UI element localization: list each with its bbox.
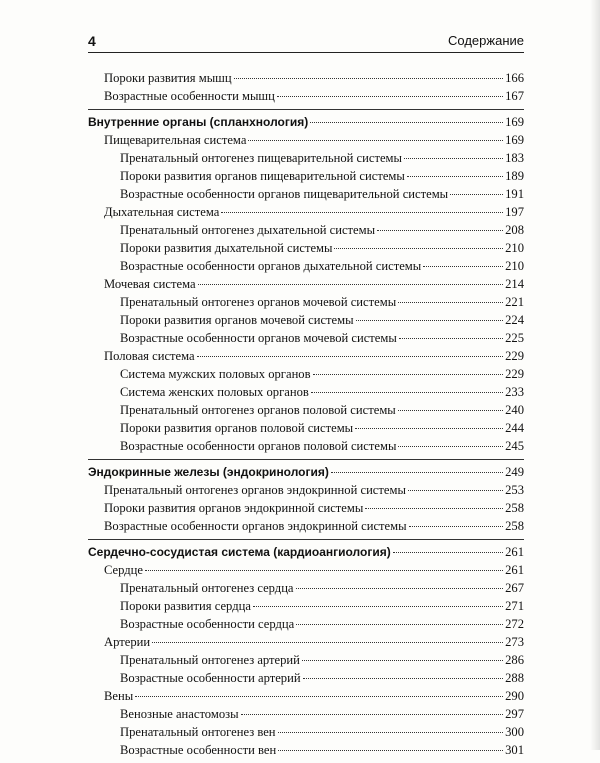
toc-entry-page: 233 [505, 385, 524, 399]
toc-entry-title: Сердце [104, 563, 144, 577]
toc-entry[interactable] [88, 437, 524, 455]
toc-entry-page: 240 [505, 403, 524, 417]
toc-entry[interactable] [88, 383, 524, 401]
toc-dot-leader [404, 157, 503, 159]
toc-dot-leader [145, 569, 503, 571]
toc-dot-leader [310, 121, 503, 123]
toc-section [88, 66, 524, 110]
toc-chapter-entry[interactable] [88, 543, 524, 561]
toc-entry-page: 288 [505, 671, 524, 685]
toc-dot-leader [277, 95, 503, 97]
toc-entry-page: 249 [505, 465, 524, 479]
toc-entry[interactable] [88, 499, 524, 517]
toc-dot-leader [253, 605, 503, 607]
toc-entry-page: 225 [505, 331, 524, 345]
toc-entry-page: 244 [505, 421, 524, 435]
toc-entry[interactable] [88, 347, 524, 365]
toc-entry[interactable] [88, 481, 524, 499]
toc-section [88, 540, 524, 763]
toc-entry-page: 261 [505, 545, 524, 559]
toc-entry[interactable] [88, 419, 524, 437]
toc-dot-leader [399, 337, 503, 339]
toc-entry[interactable] [88, 185, 524, 203]
toc-entry-page: 214 [505, 277, 524, 291]
toc-entry-title: Возрастные особенности органов половой системы [120, 439, 397, 453]
toc-entry-title: Пренатальный онтогенез органов эндокринной системы [104, 483, 406, 497]
toc-entry-title: Мочевая система [104, 277, 196, 291]
toc-entry-title: Пренатальный онтогенез вен [120, 725, 276, 739]
toc-entry-page: 221 [505, 295, 524, 309]
toc-dot-leader [365, 507, 503, 509]
toc-entry[interactable] [88, 293, 524, 311]
toc-entry-title: Пороки развития дыхательной системы [120, 241, 333, 255]
toc-entry-page: 210 [505, 241, 524, 255]
toc-entry-title: Система мужских половых органов [120, 367, 311, 381]
toc-entry-page: 261 [505, 563, 524, 577]
toc-entry-title: Пренатальный онтогенез органов мочевой системы [120, 295, 397, 309]
toc-dot-leader [398, 409, 503, 411]
toc-entry-title: Внутренние органы (спланхнология) [88, 115, 309, 129]
toc-dot-leader [221, 211, 503, 213]
section-title: Содержание [448, 33, 524, 48]
toc-entry-page: 300 [505, 725, 524, 739]
toc-entry-title: Вены [104, 689, 134, 703]
toc-entry[interactable] [88, 167, 524, 185]
toc-entry[interactable] [88, 149, 524, 167]
toc-entry-page: 229 [505, 367, 524, 381]
toc-entry-title: Пороки развития сердца [120, 599, 251, 613]
toc-entry[interactable] [88, 579, 524, 597]
toc-entry-title: Возрастные особенности сердца [120, 617, 295, 631]
toc-entry-page: 272 [505, 617, 524, 631]
toc-entry-title: Пороки развития органов эндокринной системы [104, 501, 364, 515]
toc-entry[interactable] [88, 705, 524, 723]
toc-dot-leader [311, 391, 503, 393]
page-header [88, 30, 524, 53]
toc-entry-title: Пороки развития органов мочевой системы [120, 313, 354, 327]
toc-entry[interactable] [88, 329, 524, 347]
toc-entry-title: Возрастные особенности органов пищеварительной системы [120, 187, 449, 201]
toc-dot-leader [313, 373, 504, 375]
toc-entry[interactable] [88, 365, 524, 383]
toc-entry-page: 290 [505, 689, 524, 703]
toc-dot-leader [303, 677, 504, 679]
toc-dot-leader [450, 193, 503, 195]
toc-dot-leader [398, 301, 503, 303]
toc-entry-page: 301 [505, 743, 524, 757]
toc-entry[interactable] [88, 597, 524, 615]
toc-entry-page: 166 [505, 71, 524, 85]
toc-entry-title: Пренатальный онтогенез артерий [120, 653, 300, 667]
toc-dot-leader [198, 283, 504, 285]
toc-entry-title: Пороки развития органов пищеварительной системы [120, 169, 405, 183]
toc-entry-page: 258 [505, 519, 524, 533]
toc-dot-leader [302, 659, 503, 661]
toc-entry-title: Возрастные особенности органов мочевой системы [120, 331, 397, 345]
toc-entry-page: 208 [505, 223, 524, 237]
toc-entry-page: 297 [505, 707, 524, 721]
toc-entry[interactable] [88, 257, 524, 275]
toc-entry[interactable] [88, 741, 524, 759]
toc-entry[interactable] [88, 275, 524, 293]
toc-entry-title: Возрастные особенности артерий [120, 671, 301, 685]
toc-entry[interactable] [88, 221, 524, 239]
toc-entry-page: 245 [505, 439, 524, 453]
toc-entry-title: Возрастные особенности органов дыхательной системы [120, 259, 422, 273]
toc-dot-leader [278, 749, 503, 751]
toc-entry-title: Возрастные особенности мышц [104, 89, 275, 103]
toc-dot-leader [296, 587, 504, 589]
toc-dot-leader [356, 319, 504, 321]
toc-entry-title: Дыхательная система [104, 205, 220, 219]
toc-dot-leader [331, 471, 503, 473]
toc-dot-leader [135, 695, 503, 697]
toc-dot-leader [296, 623, 503, 625]
toc-entry[interactable] [88, 615, 524, 633]
toc-entry[interactable] [88, 561, 524, 579]
toc-entry[interactable] [88, 687, 524, 705]
toc-entry-page: 229 [505, 349, 524, 363]
toc-dot-leader [197, 355, 504, 357]
toc-entry-title: Пороки развития мышц [104, 71, 232, 85]
toc-entry[interactable] [88, 69, 524, 87]
toc-entry[interactable] [88, 633, 524, 651]
toc-entry-title: Сердечно-сосудистая система (кардиоангиология) [88, 545, 391, 559]
toc-dot-leader [152, 641, 503, 643]
page-edge-shadow [590, 0, 600, 750]
toc-dot-leader [377, 229, 503, 231]
toc-dot-leader [398, 445, 503, 447]
table-of-contents [88, 66, 524, 763]
toc-entry-title: Возрастные особенности вен [120, 743, 277, 757]
toc-dot-leader [407, 175, 503, 177]
toc-section [88, 460, 524, 540]
toc-entry-page: 273 [505, 635, 524, 649]
toc-entry-page: 271 [505, 599, 524, 613]
toc-entry-page: 197 [505, 205, 524, 219]
toc-entry[interactable] [88, 723, 524, 741]
toc-entry-title: Половая система [104, 349, 195, 363]
toc-dot-leader [409, 525, 504, 527]
toc-entry-page: 189 [505, 169, 524, 183]
page-number: 4 [88, 33, 96, 49]
toc-entry[interactable] [88, 401, 524, 419]
toc-entry[interactable] [88, 651, 524, 669]
toc-entry[interactable] [88, 239, 524, 257]
toc-entry-page: 210 [505, 259, 524, 273]
toc-entry-title: Пороки развития органов половой системы [120, 421, 354, 435]
toc-entry[interactable] [88, 131, 524, 149]
toc-section [88, 110, 524, 460]
toc-entry-page: 253 [505, 483, 524, 497]
toc-entry-page: 191 [505, 187, 524, 201]
toc-entry-title: Пренатальный онтогенез пищеварительной системы [120, 151, 402, 165]
toc-entry-page: 286 [505, 653, 524, 667]
toc-entry-page: 258 [505, 501, 524, 515]
toc-entry[interactable] [88, 517, 524, 535]
toc-chapter-entry[interactable] [88, 113, 524, 131]
toc-entry-title: Пренатальный онтогенез органов половой системы [120, 403, 396, 417]
toc-entry[interactable] [88, 311, 524, 329]
toc-entry[interactable] [88, 203, 524, 221]
toc-entry-page: 224 [505, 313, 524, 327]
toc-dot-leader [423, 265, 503, 267]
toc-entry-page: 169 [505, 133, 524, 147]
toc-entry-page: 267 [505, 581, 524, 595]
toc-entry-title: Пищеварительная система [104, 133, 247, 147]
toc-entry-title: Артерии [104, 635, 151, 649]
toc-entry-page: 169 [505, 115, 524, 129]
toc-entry-title: Пренатальный онтогенез дыхательной системы [120, 223, 376, 237]
toc-entry[interactable] [88, 87, 524, 105]
toc-dot-leader [408, 489, 503, 491]
toc-entry[interactable] [88, 669, 524, 687]
toc-dot-leader [278, 731, 504, 733]
toc-dot-leader [234, 77, 504, 79]
toc-entry-title: Эндокринные железы (эндокринология) [88, 465, 329, 479]
toc-entry-title: Система женских половых органов [120, 385, 309, 399]
toc-dot-leader [393, 551, 503, 553]
toc-dot-leader [334, 247, 503, 249]
toc-entry-page: 183 [505, 151, 524, 165]
toc-dot-leader [355, 427, 503, 429]
toc-dot-leader [248, 139, 503, 141]
toc-chapter-entry[interactable] [88, 463, 524, 481]
toc-dot-leader [241, 713, 504, 715]
toc-entry-title: Венозные анастомозы [120, 707, 239, 721]
toc-entry-title: Пренатальный онтогенез сердца [120, 581, 294, 595]
toc-entry-title: Возрастные особенности органов эндокринной системы [104, 519, 407, 533]
toc-entry-page: 167 [505, 89, 524, 103]
